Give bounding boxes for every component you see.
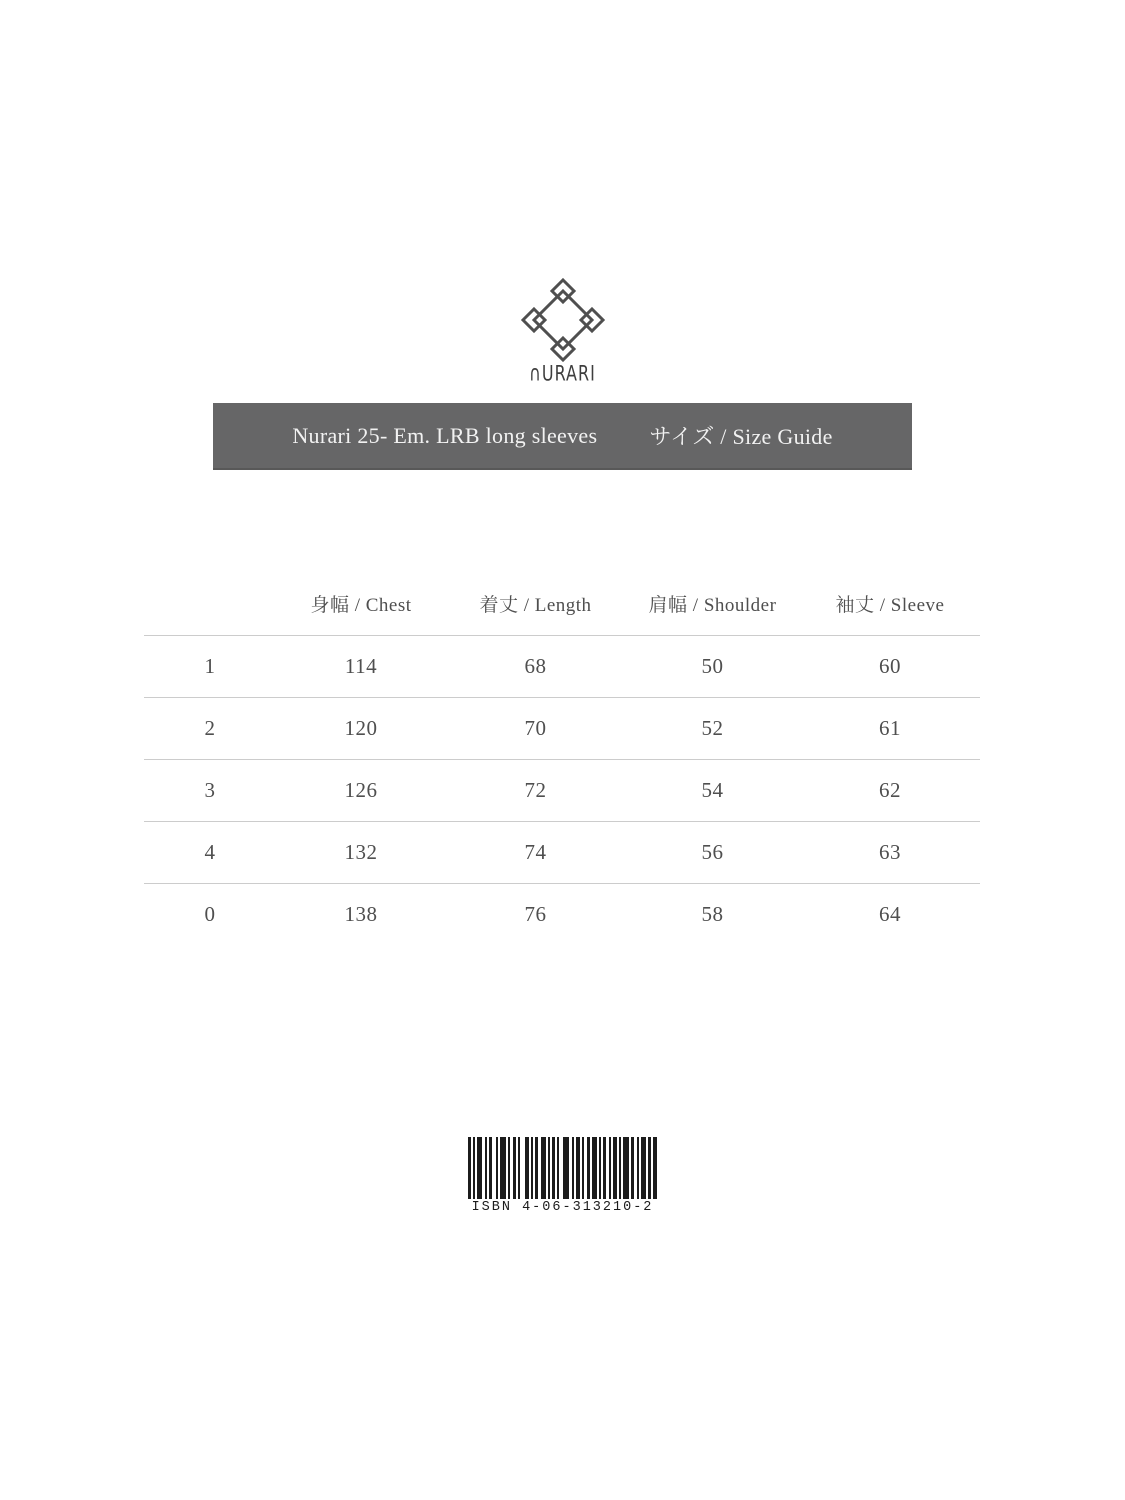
shoulder-column-header: 肩幅 / Shoulder [648,595,777,616]
diamond-logo-icon [521,278,605,362]
size-label: 4 [204,840,216,864]
size-row-2 [144,698,980,760]
shoulder-value: 58 [701,902,724,926]
size-column-header [144,572,276,636]
sleeve-value: 62 [879,778,901,802]
shoulder-value: 50 [701,654,724,678]
product-title: Nurari 25- Em. LRB long sleeves [292,422,598,448]
size-label: 0 [204,902,216,926]
size-row-1 [144,636,980,698]
chest-value: 126 [344,778,378,802]
sleeve-value: 64 [879,902,901,926]
shoulder-value: 56 [701,840,724,864]
chest-value: 114 [344,654,378,678]
barcode-label: ISBN 4-06-313210-2 [471,1200,654,1215]
size-row-0 [144,884,980,946]
length-value: 76 [524,902,547,926]
sleeve-value: 63 [879,840,901,864]
size-label: 2 [204,716,216,740]
size-table [144,572,980,945]
shoulder-value: 54 [701,778,724,802]
size-label: 3 [204,778,216,802]
length-value: 68 [524,654,547,678]
sleeve-column-header: 袖丈 / Sleeve [835,595,945,616]
length-value: 72 [524,778,547,802]
brand-logo [0,278,1125,386]
brand-wordmark: ∩URARI [529,360,596,386]
length-column-header: 着丈 / Length [479,595,592,616]
sleeve-value: 60 [879,654,901,678]
size-guide-title: サイズ / Size Guide [649,424,833,449]
title-banner [213,403,912,470]
barcode-bars [468,1137,658,1199]
barcode-bar [653,1137,657,1199]
length-value: 74 [524,840,547,864]
size-table-header-row [144,572,980,636]
size-row-4 [144,822,980,884]
chest-value: 138 [344,902,378,926]
chest-value: 120 [344,716,378,740]
chest-value: 132 [344,840,378,864]
size-row-3 [144,760,980,822]
barcode [468,1137,658,1216]
shoulder-value: 52 [701,716,724,740]
length-value: 70 [524,716,547,740]
chest-column-header: 身幅 / Chest [310,595,412,616]
sleeve-value: 61 [879,716,901,740]
size-label: 1 [204,654,216,678]
